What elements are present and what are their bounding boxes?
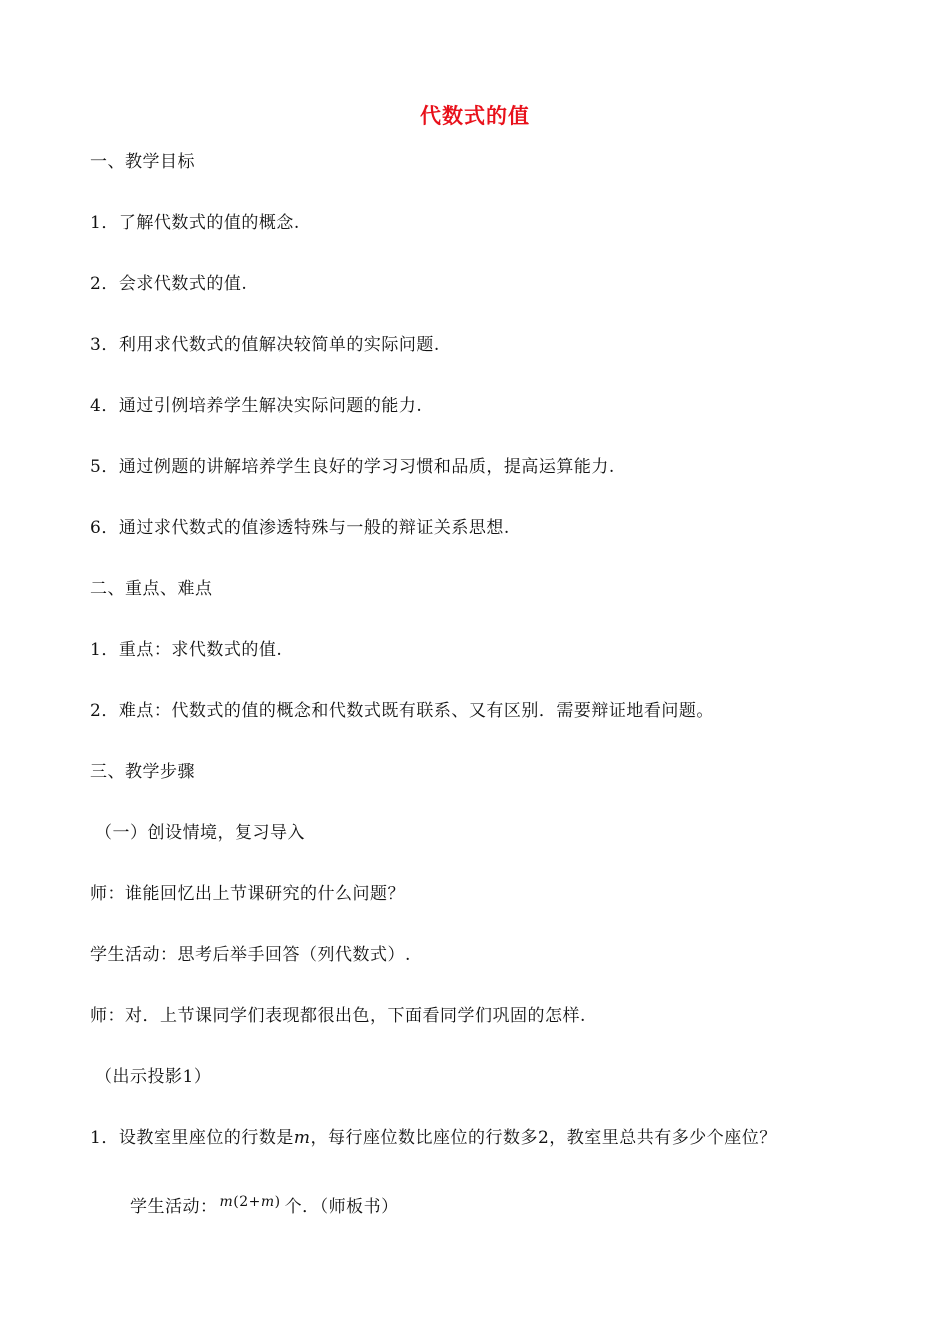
subsection-heading: （一）创设情境，复习导入 (95, 823, 305, 843)
question-text-before: 1．设教室里座位的行数是 (90, 1128, 294, 1148)
difficulty-item: 2．难点：代数式的值的概念和代数式既有联系、又有区别．需要辩证地看问题。 (90, 701, 714, 721)
objective-item-1: 1．了解代数式的值的概念. (90, 213, 300, 233)
objective-item-2: 2．会求代数式的值. (90, 274, 248, 294)
section-heading-key-points: 二、重点、难点 (90, 579, 213, 599)
objective-item-6: 6．通过求代数式的值渗透特殊与一般的辩证关系思想. (90, 518, 510, 538)
student-activity: 学生活动：思考后举手回答（列代数式）. (90, 945, 411, 965)
projection-label: （出示投影1） (95, 1067, 212, 1087)
document-title: 代数式的值 (420, 104, 530, 128)
answer-label: 学生活动： (130, 1197, 218, 1217)
key-point-item: 1．重点：求代数式的值. (90, 640, 283, 660)
answer-formula: m(2+m) (219, 1194, 281, 1210)
section-heading-objectives: 一、教学目标 (90, 152, 195, 172)
question-item-1 (90, 1126, 777, 1150)
objective-item-3: 3．利用求代数式的值解决较简单的实际问题. (90, 335, 440, 355)
variable-m: m (293, 1128, 311, 1148)
question-text-after: ，每行座位数比座位的行数多2，教室里总共有多少个座位？ (310, 1128, 777, 1148)
section-heading-steps: 三、教学步骤 (90, 762, 195, 782)
teacher-question: 师：谁能回忆出上节课研究的什么问题？ (90, 884, 405, 904)
objective-item-4: 4．通过引例培养学生解决实际问题的能力. (90, 396, 423, 416)
objective-item-5: 5．通过例题的讲解培养学生良好的学习习惯和品质，提高运算能力. (90, 457, 615, 477)
answer-text-after: 个．（师板书） (284, 1197, 399, 1217)
student-answer (130, 1190, 399, 1219)
teacher-response: 师：对．上节课同学们表现都很出色，下面看同学们巩固的怎样. (90, 1006, 586, 1026)
